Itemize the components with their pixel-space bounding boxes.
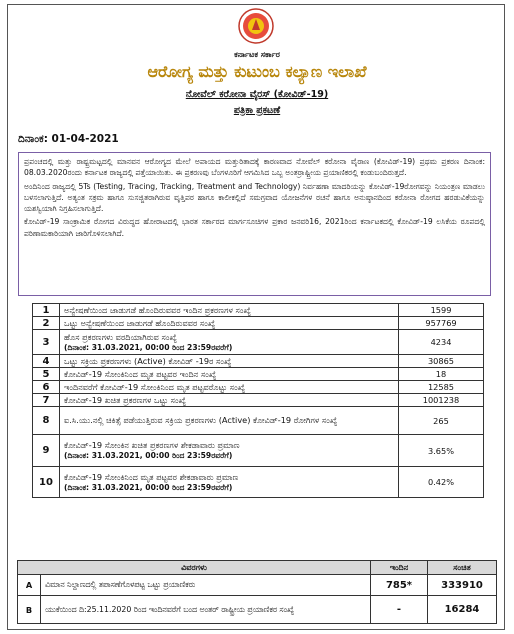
- row-number: 7: [33, 394, 60, 407]
- row-letter: A: [18, 575, 41, 596]
- row-letter: B: [18, 596, 41, 624]
- intro-paragraph: ಪ್ರಪಂಚದಲ್ಲಿ ಮತ್ತು ರಾಷ್ಟ್ರಮಟ್ಟದಲ್ಲಿ ಮಾನವನ ಆರೋಗ್ಯದ ಮೇಲೆ ಅಪಾಯದ ಮತ್ತುರಿತಾದಕ್ಕೆ ಕಾರಣವಾದ ನೋವೆಲ್ ಕರೋನಾ ವೈರಾಣ (ಕೋವಿಡ್-19) ಪ್ರಥಮ ಪ್ರಕರಣ ದಿನಾಂಕ: 08.03.2020ರಂದು ಕರ್ನಾಟಕ ರಾಜ್ಯದಲ್ಲಿ ಪತ್ತೆಯಾಯಿತು. ಈ ಪ್ರಕರಣವು ಬೆಂಗಳೂರಿಗೆ ಆಗಮಿಸಿದ ಒಬ್ಬ ಅಂತರ್ರಾಷ್ಟ್ರೀಯ ಪ್ರಯಾಣಿಕರಲ್ಲಿ ಕಂಡುಬಂದಿರುತ್ತದೆ.: [24, 157, 485, 178]
- row-today: -: [371, 596, 428, 624]
- row-total: 16284: [428, 596, 497, 624]
- row-value: 0.42%: [399, 467, 484, 498]
- department-title: ಆರೋಗ್ಯ ಮತ್ತು ಕುಟುಂಬ ಕಲ್ಯಾಣ ಇಲಾಖೆ: [147, 62, 367, 81]
- stats-table: [32, 303, 484, 498]
- travel-table: [17, 560, 497, 624]
- table-row: [18, 575, 497, 596]
- row-label-cell: [60, 355, 399, 368]
- row-value: 18: [399, 368, 484, 381]
- intro-paragraph: ಕೋವಿಡ್-19 ಸಾಂಕ್ರಾಮಿಕ ರೋಗದ ವಿರುದ್ಧದ ಹೋರಾಟದಲ್ಲಿ ಭಾರತ ಸರ್ಕಾರದ ಮಾರ್ಗಸೂಚಿಗಳ ಪ್ರಕಾರ ಜನವರಿ16, 2021ರಿಂದ ಕರ್ನಾಟಕದಲ್ಲಿ ಕೋವಿಡ್-19 ಲಸಿಕೆಯ ರೂಪದಲ್ಲಿ ಪರಿಣಾಮಕಾರಿಯಾಗಿ ಜಾರಿಗೊಳಿಸಲಾಗಿದೆ.: [24, 217, 485, 238]
- row-label: ವಿಮಾನ ನಿಲ್ದಾಣದಲ್ಲಿ ತಪಾಸಣೆಗೊಳಪಟ್ಟ ಒಟ್ಟು ಪ್ರಯಾಣಿಕರು: [41, 575, 371, 596]
- row-label-cell: [60, 435, 399, 467]
- row-label: ಕೋವಿಡ್-19 ಸೋಂಕಿನಿಂದ ಮೃತ ಪಟ್ಟವರ ಇಂದಿನ ಸಂಖ್ಯೆ: [64, 368, 217, 379]
- row-value: 1599: [399, 304, 484, 317]
- row-value: 957769: [399, 317, 484, 330]
- row-label: ಹೊಸ ಪ್ರಕರಣಗಳು ವರದಿಯಾಗಿರುವ ಸಂಖ್ಯೆ: [64, 331, 177, 342]
- karnataka-emblem-icon: [238, 8, 274, 44]
- row-number: 3: [33, 330, 60, 355]
- row-number: 8: [33, 407, 60, 435]
- subtitle: ನೋವೆಲ್ ಕರೋನಾ ವೈರಸ್ (ಕೋವಿಡ್-19): [185, 89, 329, 100]
- row-label-cell: [60, 317, 399, 330]
- table-row: [33, 381, 484, 394]
- row-label: ಅನ್ವೇಷಣೆಯಿಂದ ಜಾಡುಗಡೆ ಹೊಂದಿರುವವರ ಇಂದಿನ ಪ್ರಕರಣಗಳ ಸಂಖ್ಯೆ: [64, 304, 251, 315]
- row-value: 12585: [399, 381, 484, 394]
- table-row: [33, 435, 484, 467]
- table-row: [33, 304, 484, 317]
- row-number: 2: [33, 317, 60, 330]
- intro-paragraph: ಅಂದಿನಿಂದ ರಾಜ್ಯದಲ್ಲಿ 5Ts (Testing, Tracing, Tracking, Treatment and Technology) ನಿರ್ವಹಣಾ ಮಾದರಿಯನ್ನು ಕೋವಿಡ್-19ರೋಗವನ್ನು ನಿಯಂತ್ರಣ ಮಾಡಲು ಬಳಸಲಾಗುತ್ತಿದೆ. ಅತ್ಯಂತ ಸಕ್ರಮ ಹಾಗೂ ಸುಸಜ್ಜಿತರಾಗಿರುವ ವೃತ್ತಿಪರ ಹಾಗೂ ಕಾಲೀಕಲ್ಲಿದೆ ಸಮಗ್ರವಾದ ಯೋಜನೆಗಳ ರಚನೆ ಹಾಗೂ ಅನುಷ್ಠಾನದಿಂದ ಕರೋನಾ ರೋಗದ ಹರಡುವಿಕೆಯನ್ನು ಯಶಸ್ವಿಯಾಗಿ ನಿಗ್ರಹಿಸಲಾಗುತ್ತಿದೆ.: [24, 181, 485, 214]
- col-header-cumulative: ಸಂಚಿತ: [428, 561, 497, 575]
- table-row: [33, 355, 484, 368]
- bulletin-date: ದಿನಾಂಕ: 01-04-2021: [18, 133, 119, 145]
- row-label: ಒಟ್ಟು ಸಕ್ರಿಯ ಪ್ರಕರಣಗಳು (Active) ಕೋವಿಡ್ -19ರ ಸಂಖ್ಯೆ: [64, 355, 232, 366]
- row-value: 1001238: [399, 394, 484, 407]
- row-label: ಕೋವಿಡ್-19 ಸೋಂಕಿನಿಂದ ಮೃತ ಪಟ್ಟವರ ಶೇಕಡಾವಾರು ಪ್ರಮಾಣ: [64, 471, 239, 482]
- row-value: 3.65%: [399, 435, 484, 467]
- row-value: 30865: [399, 355, 484, 368]
- row-label-cell: [60, 407, 399, 435]
- row-label: ಇಂದಿನವರೆಗೆ ಕೋವಿಡ್-19 ಸೋಂಕಿನಿಂದ ಮೃತ ಪಟ್ಟವರೊಟ್ಟು ಸಂಖ್ಯೆ: [64, 381, 246, 392]
- table-row: [18, 596, 497, 624]
- row-label-cell: [60, 394, 399, 407]
- row-label-cell: [60, 330, 399, 355]
- row-label: ಕೋವಿಡ್-19 ಖಚಿತ ಪ್ರಕರಣಗಳ ಒಟ್ಟು ಸಂಖ್ಯೆ: [64, 394, 187, 405]
- row-sublabel: (ದಿನಾಂಕ: 31.03.2021, 00:00 ರಿಂದ 23:59ರವರೆಗೆ): [64, 482, 233, 492]
- row-number: 10: [33, 467, 60, 498]
- col-header-details: ವಿವರಗಳು: [18, 561, 371, 575]
- table-row: [33, 330, 484, 355]
- row-number: 6: [33, 381, 60, 394]
- row-value: 4234: [399, 330, 484, 355]
- table-row: [33, 394, 484, 407]
- row-number: 1: [33, 304, 60, 317]
- row-label-cell: [60, 368, 399, 381]
- row-label: ಐ.ಸಿ.ಯು.ನಲ್ಲಿ ಚಿಕಿತ್ಸೆ ಪಡೆಯುತ್ತಿರುವ ಸಕ್ರಿಯ ಪ್ರಕರಣಗಳು (Active) ಕೋವಿಡ್-19 ರೋಗಿಗಳ ಸಂಖ್ಯೆ: [64, 415, 338, 425]
- table-row: [33, 368, 484, 381]
- intro-box: [18, 152, 491, 296]
- state-label: ಕರ್ನಾಟಕ ಸರ್ಕಾರ: [234, 50, 280, 59]
- row-total: 333910: [428, 575, 497, 596]
- row-label: ಯುಕೆಯಿಂದ ದಿ:25.11.2020 ರಿಂದ ಇಂದಿನವರೆಗೆ ಬಂದ ಅಂತರ್ ರಾಷ್ಟ್ರೀಯ ಪ್ರಯಾಣಿಕರ ಸಂಖ್ಯೆ: [41, 596, 371, 624]
- table-row: [33, 467, 484, 498]
- col-header-today: ಇಂದಿನ: [371, 561, 428, 575]
- row-label-cell: [60, 467, 399, 498]
- row-number: 5: [33, 368, 60, 381]
- bulletin-title: ಪತ್ರಿಕಾ ಪ್ರಕಟಣೆ: [233, 105, 281, 116]
- row-today: 785*: [371, 575, 428, 596]
- row-label-cell: [60, 304, 399, 317]
- row-label: ಒಟ್ಟು ಅನ್ವೇಷಣೆಯಿಂದ ಜಾಡುಗಡೆ ಹೊಂದಿರುವವರ ಸಂಖ್ಯೆ: [64, 317, 216, 328]
- row-label-cell: [60, 381, 399, 394]
- row-value: 265: [399, 407, 484, 435]
- row-sublabel: (ದಿನಾಂಕ: 31.03.2021, 00:00 ರಿಂದ 23:59ರವರೆಗೆ): [64, 451, 233, 460]
- row-number: 4: [33, 355, 60, 368]
- row-sublabel: (ದಿನಾಂಕ: 31.03.2021, 00:00 ರಿಂದ 23:59ರವರೆಗೆ): [64, 342, 233, 352]
- row-label: ಕೋವಿಡ್-19 ಸೋಂಕಿನ ಖಚಿತ ಪ್ರಕರಣಗಳ ಶೇಕಡಾವಾರು ಪ್ರಮಾಣ: [64, 440, 240, 450]
- row-number: 9: [33, 435, 60, 467]
- table-row: [33, 407, 484, 435]
- table-row: [33, 317, 484, 330]
